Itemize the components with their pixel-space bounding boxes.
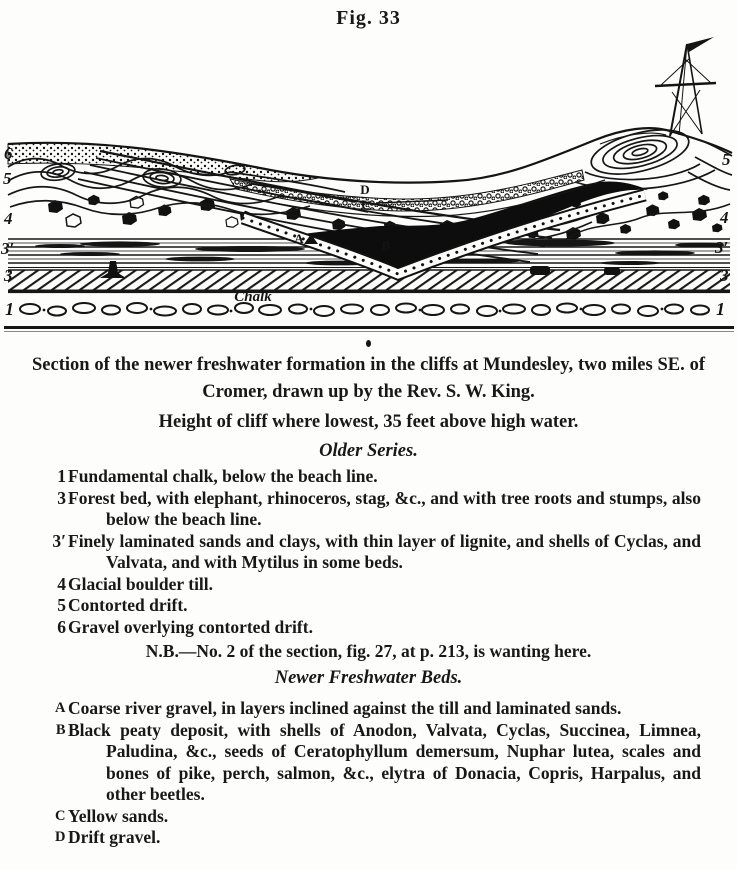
legend-item-5	[57, 595, 701, 617]
item-text: Finely laminated sands and clays, with thin layer of lignite, and shells of Cyclas, and Valvata, and with Mytilus in some beds.	[68, 530, 701, 572]
layer-label-3p-left: 3′	[1, 239, 15, 258]
beacon-flag	[687, 37, 714, 52]
marker-b-label: B	[381, 238, 391, 253]
layer-label-3-left: 3	[4, 266, 13, 285]
newer-beds-list	[0, 698, 737, 849]
legend-item-a	[55, 698, 701, 720]
item-text: Black peaty deposit, with shells of Anodon, Valvata, Cyclas, Succinea, Limnea, Paludina, &c., seeds of Ceratophyllum demersum, Nuphar lutea, scales and bones of pike, perch, salmon, &c., elytra of Donacia, Copris, Harpalus, and other beetles.	[68, 719, 701, 804]
chalk-pebble-row	[20, 303, 709, 316]
beacon-marker	[655, 37, 716, 136]
item-label: B	[55, 721, 66, 738]
item-text: Fundamental chalk, below the beach line.	[68, 466, 378, 486]
legend-item-b	[55, 719, 701, 806]
layer-label-3-right: 3	[720, 266, 729, 285]
item-text: Gravel overlying contorted drift.	[68, 616, 313, 637]
marker-a-label: A	[294, 231, 304, 246]
nb-note: N.B.—No. 2 of the section, fig. 27, at p. 213, is wanting here.	[145, 641, 592, 661]
layer-label-4-left: 4	[4, 209, 13, 228]
item-label: 1	[57, 466, 66, 486]
legend-item-6	[57, 616, 701, 639]
item-label: 6	[57, 616, 66, 637]
item-label: 5	[57, 595, 66, 615]
geological-section-figure	[0, 32, 737, 332]
separator-dot	[366, 340, 371, 347]
newer-beds-heading: Newer Freshwater Beds.	[274, 668, 463, 688]
item-label: A	[55, 700, 66, 716]
legend-item-3	[57, 487, 701, 531]
chalk-label: Chalk	[234, 289, 272, 305]
layer-label-1-left: 1	[5, 299, 14, 319]
item-text: Yellow sands.	[68, 805, 169, 826]
older-series-heading: Older Series.	[319, 441, 418, 461]
item-label: C	[55, 807, 66, 824]
layer-label-4-right: 4	[720, 208, 729, 227]
figure-bottom-rule	[4, 326, 734, 329]
item-label: D	[55, 829, 66, 845]
tree-stump	[530, 266, 550, 275]
layer-label-5-left: 5	[3, 169, 12, 188]
tree-stump	[604, 267, 620, 275]
layer-label-1-right: 1	[716, 299, 725, 319]
item-label: 3	[57, 487, 66, 508]
older-series-list	[0, 466, 737, 638]
layer-label-3p-right: 3′	[715, 238, 729, 257]
item-text: Forest bed, with elephant, rhinoceros, stag, &c., and with tree roots and stumps, also below the beach line.	[68, 487, 701, 529]
item-text: Drift gravel.	[68, 827, 161, 847]
legend-item-3prime	[52, 530, 701, 574]
marker-d-label: D	[360, 182, 370, 197]
legend-item-d	[55, 827, 701, 849]
item-text: Coarse river gravel, in layers inclined against the till and laminated sands.	[68, 698, 622, 718]
item-text: Contorted drift.	[68, 595, 188, 615]
layer-label-5-right: 5	[722, 150, 731, 169]
item-label: 4	[57, 573, 66, 594]
marker-c-label: C	[361, 197, 371, 212]
cliff-height-note: Height of cliff where lowest, 35 feet above high water.	[158, 412, 579, 432]
item-text: Glacial boulder till.	[68, 573, 214, 594]
figure-caption: Section of the newer freshwater formation in the cliffs at Mundesley, two miles SE. of Cromer, drawn up by the Rev. S. W. King.	[32, 355, 705, 402]
legend-item-4	[57, 573, 701, 596]
legend-item-1	[57, 466, 701, 488]
item-label: 3′	[52, 530, 66, 551]
layer-label-6-left: 6	[4, 144, 13, 163]
figure-title: Fig. 33	[336, 7, 401, 29]
legend-item-c	[55, 805, 701, 828]
